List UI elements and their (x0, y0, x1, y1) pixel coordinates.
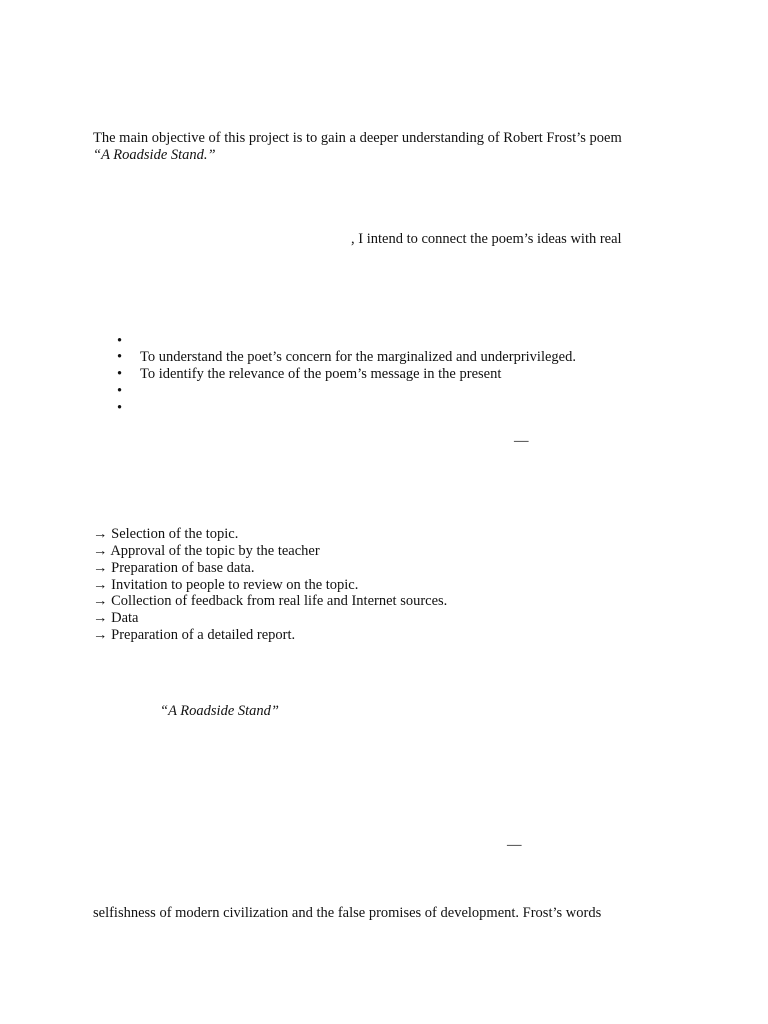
list-item (93, 560, 254, 577)
step-text: Approval of the topic by the teacher (110, 543, 320, 559)
list-item (93, 543, 320, 560)
list-item (93, 610, 139, 627)
step-text: Preparation of base data. (111, 560, 255, 576)
bullet-marker: • (117, 333, 123, 349)
bullet-marker: • (117, 400, 123, 416)
step-text: Preparation of a detailed report. (111, 627, 296, 643)
arrow-icon: → (93, 560, 112, 576)
connect-text: , I intend to connect the poem’s ideas with real (351, 231, 622, 247)
list-item (93, 526, 238, 543)
arrow-icon: → (93, 577, 112, 593)
bullet-marker: • (117, 383, 123, 399)
arrow-icon: → (93, 543, 111, 559)
list-item-text: To understand the poet’s concern for the marginalized and underprivileged. (140, 349, 576, 365)
bullet-marker: • (117, 349, 123, 365)
closing-text: selfishness of modern civilization and the false promises of development. Frost’s words (93, 905, 602, 921)
arrow-icon: → (93, 593, 112, 609)
list-item-text: To identify the relevance of the poem’s message in the present (140, 366, 502, 382)
step-text: Invitation to people to review on the topic. (111, 577, 359, 593)
em-dash: — (507, 837, 522, 853)
arrow-icon: → (93, 526, 112, 542)
bullet-marker: • (117, 366, 123, 382)
poem-title-2: “A Roadside Stand” (160, 703, 279, 719)
list-item (93, 627, 295, 644)
step-text: Selection of the topic. (111, 526, 239, 542)
list-item (93, 593, 447, 610)
step-text: Collection of feedback from real life and Internet sources. (111, 593, 448, 609)
arrow-icon: → (93, 610, 112, 626)
step-text: Data (111, 610, 139, 626)
arrow-icon: → (93, 627, 112, 643)
poem-title: “A Roadside Stand.” (93, 147, 216, 163)
intro-text: The main objective of this project is to gain a deeper understanding of Robert Frost’s poem (93, 130, 622, 146)
em-dash: — (514, 433, 529, 449)
list-item (93, 577, 358, 594)
